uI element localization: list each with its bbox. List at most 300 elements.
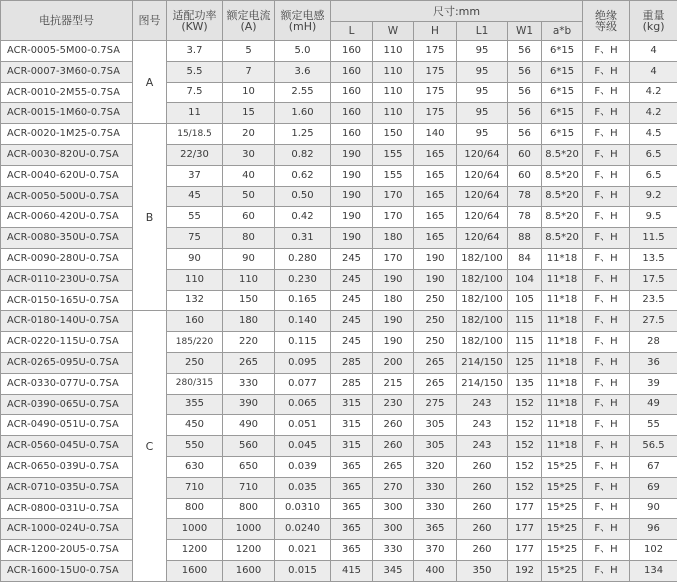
value-cell: 190 — [414, 269, 457, 290]
value-cell: 23.5 — [630, 290, 677, 311]
value-cell: 185/220 — [167, 332, 223, 353]
table-row — [1, 144, 677, 165]
value-cell: 260 — [457, 540, 508, 561]
value-cell: 0.230 — [275, 269, 331, 290]
value-cell: 214/150 — [457, 352, 508, 373]
table-row — [1, 290, 677, 311]
value-cell: 315 — [331, 415, 373, 436]
value-cell: 175 — [414, 41, 457, 62]
value-cell: 190 — [331, 228, 373, 249]
figure-group-label: C — [133, 311, 167, 581]
value-cell: 560 — [223, 436, 275, 457]
value-cell: 11*18 — [542, 290, 583, 311]
value-cell: F、H — [583, 415, 630, 436]
value-cell: 330 — [414, 477, 457, 498]
value-cell: 8.5*20 — [542, 207, 583, 228]
table-row — [1, 228, 677, 249]
value-cell: 56 — [508, 61, 542, 82]
value-cell: 315 — [331, 436, 373, 457]
model-cell: ACR-1600-15U0-0.7SA — [1, 560, 133, 581]
value-cell: 160 — [331, 103, 373, 124]
value-cell: F、H — [583, 186, 630, 207]
value-cell: 0.115 — [275, 332, 331, 353]
table-row — [1, 352, 677, 373]
value-cell: 13.5 — [630, 248, 677, 269]
value-cell: F、H — [583, 165, 630, 186]
value-cell: 11*18 — [542, 373, 583, 394]
value-cell: 177 — [508, 540, 542, 561]
figure-group-label: B — [133, 124, 167, 311]
value-cell: 8.5*20 — [542, 228, 583, 249]
value-cell: 365 — [331, 498, 373, 519]
value-cell: 11*18 — [542, 311, 583, 332]
model-cell: ACR-0040-620U-0.7SA — [1, 165, 133, 186]
value-cell: 0.051 — [275, 415, 331, 436]
value-cell: 6*15 — [542, 103, 583, 124]
value-cell: 182/100 — [457, 248, 508, 269]
value-cell: 11*18 — [542, 269, 583, 290]
value-cell: 330 — [373, 540, 414, 561]
value-cell: 132 — [167, 290, 223, 311]
value-cell: 180 — [223, 311, 275, 332]
value-cell: 152 — [508, 436, 542, 457]
model-cell: ACR-0050-500U-0.7SA — [1, 186, 133, 207]
value-cell: 365 — [331, 477, 373, 498]
value-cell: 0.045 — [275, 436, 331, 457]
value-cell: 140 — [414, 124, 457, 145]
value-cell: 190 — [331, 207, 373, 228]
value-cell: 50 — [223, 186, 275, 207]
value-cell: 350 — [457, 560, 508, 581]
value-cell: 56 — [508, 103, 542, 124]
value-cell: 5.0 — [275, 41, 331, 62]
header-ab: a*b — [542, 22, 583, 41]
value-cell: 165 — [414, 228, 457, 249]
table-row — [1, 498, 677, 519]
value-cell: F、H — [583, 373, 630, 394]
value-cell: 3.6 — [275, 61, 331, 82]
value-cell: 120/64 — [457, 165, 508, 186]
value-cell: 365 — [331, 540, 373, 561]
model-cell: ACR-0020-1M25-0.7SA — [1, 124, 133, 145]
value-cell: 285 — [331, 373, 373, 394]
value-cell: 37 — [167, 165, 223, 186]
value-cell: 11.5 — [630, 228, 677, 249]
value-cell: 80 — [223, 228, 275, 249]
value-cell: F、H — [583, 269, 630, 290]
value-cell: 150 — [373, 124, 414, 145]
model-cell: ACR-1000-024U-0.7SA — [1, 519, 133, 540]
table-row — [1, 165, 677, 186]
table-row — [1, 456, 677, 477]
value-cell: 15/18.5 — [167, 124, 223, 145]
value-cell: 320 — [414, 456, 457, 477]
model-cell: ACR-0005-5M00-0.7SA — [1, 41, 133, 62]
value-cell: 285 — [331, 352, 373, 373]
model-cell: ACR-0265-095U-0.7SA — [1, 352, 133, 373]
value-cell: 190 — [414, 248, 457, 269]
value-cell: 28 — [630, 332, 677, 353]
value-cell: 190 — [331, 144, 373, 165]
value-cell: 8.5*20 — [542, 144, 583, 165]
value-cell: 36 — [630, 352, 677, 373]
value-cell: F、H — [583, 456, 630, 477]
value-cell: 490 — [223, 415, 275, 436]
value-cell: F、H — [583, 352, 630, 373]
value-cell: 88 — [508, 228, 542, 249]
model-cell: ACR-0015-1M60-0.7SA — [1, 103, 133, 124]
value-cell: F、H — [583, 498, 630, 519]
value-cell: 265 — [223, 352, 275, 373]
value-cell: 11*18 — [542, 394, 583, 415]
value-cell: 260 — [457, 477, 508, 498]
value-cell: 265 — [414, 352, 457, 373]
value-cell: 345 — [373, 560, 414, 581]
value-cell: 95 — [457, 82, 508, 103]
header-weight: 重量 (kg) — [630, 1, 677, 41]
value-cell: 5 — [223, 41, 275, 62]
value-cell: 243 — [457, 436, 508, 457]
value-cell: 27.5 — [630, 311, 677, 332]
value-cell: 265 — [414, 373, 457, 394]
value-cell: 11*18 — [542, 248, 583, 269]
value-cell: 11*18 — [542, 436, 583, 457]
value-cell: 215 — [373, 373, 414, 394]
header-insulation: 绝缘 等级 — [583, 1, 630, 41]
model-cell: ACR-0030-820U-0.7SA — [1, 144, 133, 165]
value-cell: 9.5 — [630, 207, 677, 228]
value-cell: F、H — [583, 519, 630, 540]
value-cell: 0.165 — [275, 290, 331, 311]
value-cell: 1200 — [167, 540, 223, 561]
value-cell: 0.42 — [275, 207, 331, 228]
table-body — [1, 41, 677, 582]
value-cell: 260 — [457, 456, 508, 477]
value-cell: 125 — [508, 352, 542, 373]
value-cell: 305 — [414, 436, 457, 457]
value-cell: 15*25 — [542, 519, 583, 540]
value-cell: 150 — [223, 290, 275, 311]
value-cell: 260 — [373, 436, 414, 457]
value-cell: 95 — [457, 61, 508, 82]
table-row — [1, 41, 677, 62]
value-cell: 0.021 — [275, 540, 331, 561]
value-cell: 152 — [508, 394, 542, 415]
value-cell: F、H — [583, 540, 630, 561]
value-cell: 0.50 — [275, 186, 331, 207]
value-cell: 11*18 — [542, 415, 583, 436]
model-cell: ACR-0110-230U-0.7SA — [1, 269, 133, 290]
value-cell: 7 — [223, 61, 275, 82]
value-cell: 160 — [331, 124, 373, 145]
value-cell: 4.5 — [630, 124, 677, 145]
value-cell: F、H — [583, 290, 630, 311]
value-cell: 115 — [508, 332, 542, 353]
value-cell: F、H — [583, 436, 630, 457]
value-cell: 0.095 — [275, 352, 331, 373]
model-cell: ACR-0330-077U-0.7SA — [1, 373, 133, 394]
value-cell: 265 — [373, 456, 414, 477]
value-cell: 0.0240 — [275, 519, 331, 540]
table-row — [1, 560, 677, 581]
value-cell: 22/30 — [167, 144, 223, 165]
model-cell: ACR-0220-115U-0.7SA — [1, 332, 133, 353]
header-W: W — [373, 22, 414, 41]
value-cell: 120/64 — [457, 144, 508, 165]
value-cell: 95 — [457, 124, 508, 145]
value-cell: 200 — [373, 352, 414, 373]
value-cell: 1.25 — [275, 124, 331, 145]
table-row — [1, 311, 677, 332]
value-cell: 182/100 — [457, 332, 508, 353]
model-cell: ACR-0080-350U-0.7SA — [1, 228, 133, 249]
value-cell: F、H — [583, 103, 630, 124]
value-cell: F、H — [583, 41, 630, 62]
value-cell: 8.5*20 — [542, 165, 583, 186]
value-cell: 4 — [630, 41, 677, 62]
value-cell: 75 — [167, 228, 223, 249]
value-cell: 550 — [167, 436, 223, 457]
value-cell: 56 — [508, 41, 542, 62]
value-cell: 15*25 — [542, 540, 583, 561]
value-cell: 55 — [167, 207, 223, 228]
table-row — [1, 82, 677, 103]
model-cell: ACR-0800-031U-0.7SA — [1, 498, 133, 519]
header-inductance: 额定电感 (mH) — [275, 1, 331, 41]
table-row — [1, 61, 677, 82]
model-cell: ACR-0007-3M60-0.7SA — [1, 61, 133, 82]
value-cell: 6*15 — [542, 41, 583, 62]
value-cell: 110 — [373, 41, 414, 62]
table-row — [1, 436, 677, 457]
value-cell: 11*18 — [542, 332, 583, 353]
value-cell: 15 — [223, 103, 275, 124]
value-cell: 56 — [508, 82, 542, 103]
value-cell: 6*15 — [542, 82, 583, 103]
value-cell: 110 — [223, 269, 275, 290]
table-row — [1, 207, 677, 228]
header-W1: W1 — [508, 22, 542, 41]
value-cell: 390 — [223, 394, 275, 415]
header-figure: 图号 — [133, 1, 167, 41]
value-cell: 177 — [508, 498, 542, 519]
header-L: L — [331, 22, 373, 41]
value-cell: 175 — [414, 103, 457, 124]
value-cell: 6*15 — [542, 124, 583, 145]
value-cell: 243 — [457, 415, 508, 436]
value-cell: 134 — [630, 560, 677, 581]
value-cell: 104 — [508, 269, 542, 290]
value-cell: 7.5 — [167, 82, 223, 103]
value-cell: 160 — [167, 311, 223, 332]
value-cell: 800 — [167, 498, 223, 519]
value-cell: 1600 — [167, 560, 223, 581]
value-cell: 0.140 — [275, 311, 331, 332]
header-L1: L1 — [457, 22, 508, 41]
value-cell: 214/150 — [457, 373, 508, 394]
value-cell: 6.5 — [630, 165, 677, 186]
value-cell: 0.31 — [275, 228, 331, 249]
value-cell: 190 — [331, 165, 373, 186]
value-cell: 250 — [414, 290, 457, 311]
value-cell: 245 — [331, 248, 373, 269]
value-cell: 800 — [223, 498, 275, 519]
value-cell: 45 — [167, 186, 223, 207]
table-row — [1, 373, 677, 394]
figure-group-label: A — [133, 41, 167, 124]
value-cell: 170 — [373, 186, 414, 207]
model-cell: ACR-0180-140U-0.7SA — [1, 311, 133, 332]
value-cell: 355 — [167, 394, 223, 415]
value-cell: 175 — [414, 82, 457, 103]
value-cell: 190 — [331, 186, 373, 207]
value-cell: F、H — [583, 248, 630, 269]
value-cell: 330 — [223, 373, 275, 394]
value-cell: 3.7 — [167, 41, 223, 62]
value-cell: 165 — [414, 207, 457, 228]
value-cell: 260 — [373, 415, 414, 436]
value-cell: 60 — [223, 207, 275, 228]
value-cell: 250 — [414, 311, 457, 332]
value-cell: 115 — [508, 311, 542, 332]
table-row — [1, 540, 677, 561]
value-cell: 0.035 — [275, 477, 331, 498]
value-cell: F、H — [583, 207, 630, 228]
value-cell: 1200 — [223, 540, 275, 561]
value-cell: 1000 — [167, 519, 223, 540]
value-cell: 105 — [508, 290, 542, 311]
model-cell: ACR-0390-065U-0.7SA — [1, 394, 133, 415]
model-cell: ACR-0650-039U-0.7SA — [1, 456, 133, 477]
header-power: 适配功率 (KW) — [167, 1, 223, 41]
value-cell: 365 — [414, 519, 457, 540]
value-cell: 1600 — [223, 560, 275, 581]
value-cell: 60 — [508, 165, 542, 186]
value-cell: 0.82 — [275, 144, 331, 165]
value-cell: 160 — [331, 41, 373, 62]
value-cell: 180 — [373, 228, 414, 249]
value-cell: 90 — [630, 498, 677, 519]
value-cell: 9.2 — [630, 186, 677, 207]
value-cell: 250 — [167, 352, 223, 373]
value-cell: 245 — [331, 269, 373, 290]
value-cell: 1000 — [223, 519, 275, 540]
value-cell: 165 — [414, 186, 457, 207]
value-cell: 90 — [167, 248, 223, 269]
value-cell: 245 — [331, 311, 373, 332]
table-row — [1, 415, 677, 436]
table-row — [1, 394, 677, 415]
value-cell: 56 — [508, 124, 542, 145]
value-cell: 30 — [223, 144, 275, 165]
value-cell: 0.280 — [275, 248, 331, 269]
value-cell: 56.5 — [630, 436, 677, 457]
value-cell: 275 — [414, 394, 457, 415]
model-cell: ACR-1200-20U5-0.7SA — [1, 540, 133, 561]
model-cell: ACR-0060-420U-0.7SA — [1, 207, 133, 228]
value-cell: 49 — [630, 394, 677, 415]
value-cell: 152 — [508, 477, 542, 498]
value-cell: 135 — [508, 373, 542, 394]
value-cell: 60 — [508, 144, 542, 165]
value-cell: 6.5 — [630, 144, 677, 165]
model-cell: ACR-0010-2M55-0.7SA — [1, 82, 133, 103]
value-cell: F、H — [583, 82, 630, 103]
value-cell: 245 — [331, 290, 373, 311]
value-cell: 300 — [373, 498, 414, 519]
value-cell: 15*25 — [542, 477, 583, 498]
value-cell: 280/315 — [167, 373, 223, 394]
value-cell: 1.60 — [275, 103, 331, 124]
value-cell: F、H — [583, 332, 630, 353]
value-cell: F、H — [583, 228, 630, 249]
value-cell: 245 — [331, 332, 373, 353]
value-cell: 11*18 — [542, 352, 583, 373]
value-cell: 78 — [508, 207, 542, 228]
value-cell: 155 — [373, 165, 414, 186]
value-cell: 0.62 — [275, 165, 331, 186]
header-current: 额定电流 (A) — [223, 1, 275, 41]
value-cell: 0.039 — [275, 456, 331, 477]
value-cell: F、H — [583, 61, 630, 82]
value-cell: 11 — [167, 103, 223, 124]
value-cell: 160 — [331, 61, 373, 82]
value-cell: 650 — [223, 456, 275, 477]
value-cell: 152 — [508, 456, 542, 477]
value-cell: 95 — [457, 41, 508, 62]
value-cell: F、H — [583, 311, 630, 332]
value-cell: 415 — [331, 560, 373, 581]
value-cell: 180 — [373, 290, 414, 311]
table-row — [1, 124, 677, 145]
value-cell: 95 — [457, 103, 508, 124]
value-cell: 260 — [457, 498, 508, 519]
value-cell: 152 — [508, 415, 542, 436]
value-cell: 220 — [223, 332, 275, 353]
value-cell: 15*25 — [542, 456, 583, 477]
value-cell: 120/64 — [457, 207, 508, 228]
value-cell: 182/100 — [457, 269, 508, 290]
table-row — [1, 103, 677, 124]
value-cell: 182/100 — [457, 311, 508, 332]
value-cell: 160 — [331, 82, 373, 103]
value-cell: 0.065 — [275, 394, 331, 415]
value-cell: 5.5 — [167, 61, 223, 82]
value-cell: 10 — [223, 82, 275, 103]
value-cell: 120/64 — [457, 228, 508, 249]
value-cell: 270 — [373, 477, 414, 498]
value-cell: 192 — [508, 560, 542, 581]
value-cell: 710 — [167, 477, 223, 498]
value-cell: 84 — [508, 248, 542, 269]
value-cell: 260 — [457, 519, 508, 540]
table-row — [1, 269, 677, 290]
value-cell: 110 — [373, 61, 414, 82]
value-cell: 365 — [331, 519, 373, 540]
value-cell: 0.015 — [275, 560, 331, 581]
value-cell: 55 — [630, 415, 677, 436]
value-cell: 400 — [414, 560, 457, 581]
value-cell: 243 — [457, 394, 508, 415]
value-cell: 20 — [223, 124, 275, 145]
value-cell: 0.077 — [275, 373, 331, 394]
value-cell: 175 — [414, 61, 457, 82]
value-cell: 182/100 — [457, 290, 508, 311]
value-cell: 305 — [414, 415, 457, 436]
value-cell: 67 — [630, 456, 677, 477]
value-cell: 190 — [373, 332, 414, 353]
value-cell: 165 — [414, 165, 457, 186]
